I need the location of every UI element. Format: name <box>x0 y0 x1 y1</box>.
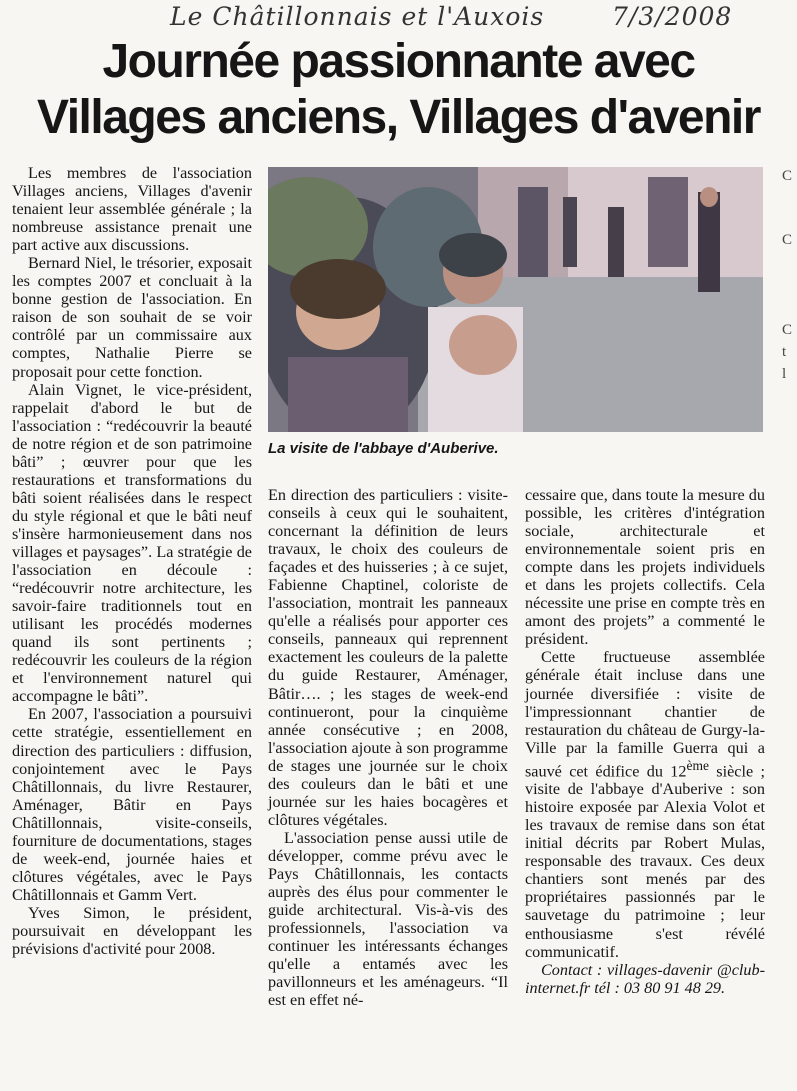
superscript: ème <box>686 757 709 773</box>
article-column-3 <box>525 486 765 997</box>
article-column-2 <box>268 486 508 1009</box>
paragraph: Alain Vignet, le vice-président, rappelait d'abord le but de l'association : “redécouvrir la beauté de notre région et de son patrimoine bâti” ; œuvrer pour que les restaurations et transformations du bâti soient réalisées dans le respect du style régional et que le bâti neuf s'insère harmonieusement dans nos villages et paysages”. La stratégie de l'association en découle : “redécouvrir notre architecture, les savoir-faire traditionnels tout en utilisant les procédés modernes quand ils sont pertinents ; redécouvrir les couleurs de la région et l'environnement naturel qui accompagne le bâti”. <box>12 380 252 706</box>
article-column-1 <box>12 164 252 958</box>
paragraph: Yves Simon, le président, poursuivait en développant les prévisions d'activité pour 2008. <box>12 903 252 959</box>
paragraph <box>525 648 765 960</box>
paragraph: Les membres de l'association Villages anciens, Villages d'avenir tenaient leur assemblée générale ; la nombreuse assistance prenait une part active aux discussions. <box>12 164 252 255</box>
article-photo <box>268 167 763 432</box>
paragraph-text: Cette fructueuse assemblée générale était incluse dans une journée diversifiée : visite de l'impressionnant chantier de restauration du château de Gurgy-la-Ville par la famille Guerra qui a sauvé cet édifice du 12 <box>525 648 765 781</box>
paragraph: Bernard Niel, le trésorier, exposait les comptes 2007 et concluait à la bonne gestion de l'association. En raison de son souhait de se voir contrôlé par un commissaire aux comptes, Nathalie Pierre se proposait pour cette fonction. <box>12 254 252 381</box>
paragraph: En 2007, l'association a poursuivi cette stratégie, essentiellement en direction des particuliers : diffusion, conjointement avec le Pays Châtillonnais, du livre Restaurer, Aménager, Bâtir en Pays Châtillonnais, visite-conseils, fourniture de documentations, stages de week-end, journée haies et clôtures végétales, avec le Pays Châtillonnais et Gamm Vert. <box>12 705 252 904</box>
margin-mark: t <box>782 344 787 360</box>
handwritten-annotation <box>0 2 797 36</box>
photo-illustration <box>268 167 763 432</box>
paragraph-text: siècle ; visite de l'abbaye d'Auberive : son histoire exposée par Alexia Volot et les travaux de remise dans son état initial décrits par Robert Mulas, responsable des travaux. Ces deux chantiers sont menés par des propriétaires passionnés par le sauvetage du patrimoine ; leur enthousiasme s'est révélé communicatif. <box>525 762 765 961</box>
paragraph: cessaire que, dans toute la mesure du possible, les critères d'intégration sociale, architecturale et environnementale soient pris en compte dans les projets individuels et dans les projets collectifs. Cela nécessite une prise en compte très en amont des projets” a commenté le président. <box>525 486 765 649</box>
handwritten-date: 7/3/2008 <box>612 2 733 31</box>
paragraph: L'association pense aussi utile de développer, comme prévu avec le Pays Châtillonnais, les contacts auprès des élus pour commenter le guide architectural. Vis-à-vis des professionnels, l'association va continuer les intéressants échanges qu'elle a entamés avec les pavillonneurs et les aménageurs. “Il est en effet né- <box>268 828 508 1010</box>
paragraph: En direction des particuliers : visite-conseils à ceux qui le souhaitent, concernant la définition de leurs travaux, le choix des couleurs de façades et des huisseries ; à ce sujet, Fabienne Chaptinel, coloriste de l'association, montrait les panneaux qu'elle a réalisés pour apporter ces conseils, panneaux qui reprennent exactement les couleurs de la palette du guide Restaurer, Aménager, Bâtir…. ; les stages de week-end continueront, pour la cinquième année consécutive ; en 2008, l'association ajoute à son programme de stages une journée sur le choix des couleurs dan le bâti et une journée sur les haies bocagères et clôtures végétales. <box>268 486 508 829</box>
margin-mark: C <box>782 322 793 338</box>
contact-line: Contact : villages-davenir @club-internet.fr tél : 03 80 91 48 29. <box>525 960 765 997</box>
handwritten-source: Le Châtillonnais et l'Auxois <box>170 2 545 31</box>
headline-line-2: Villages anciens, Villages d'avenir <box>37 91 760 144</box>
article-headline <box>0 34 797 146</box>
margin-mark: C <box>782 168 793 184</box>
photo-caption: La visite de l'abbaye d'Auberive. <box>268 440 499 457</box>
headline-line-1: Journée passionnante avec <box>102 35 695 88</box>
margin-mark: C <box>782 232 793 248</box>
margin-mark: l <box>782 366 787 382</box>
